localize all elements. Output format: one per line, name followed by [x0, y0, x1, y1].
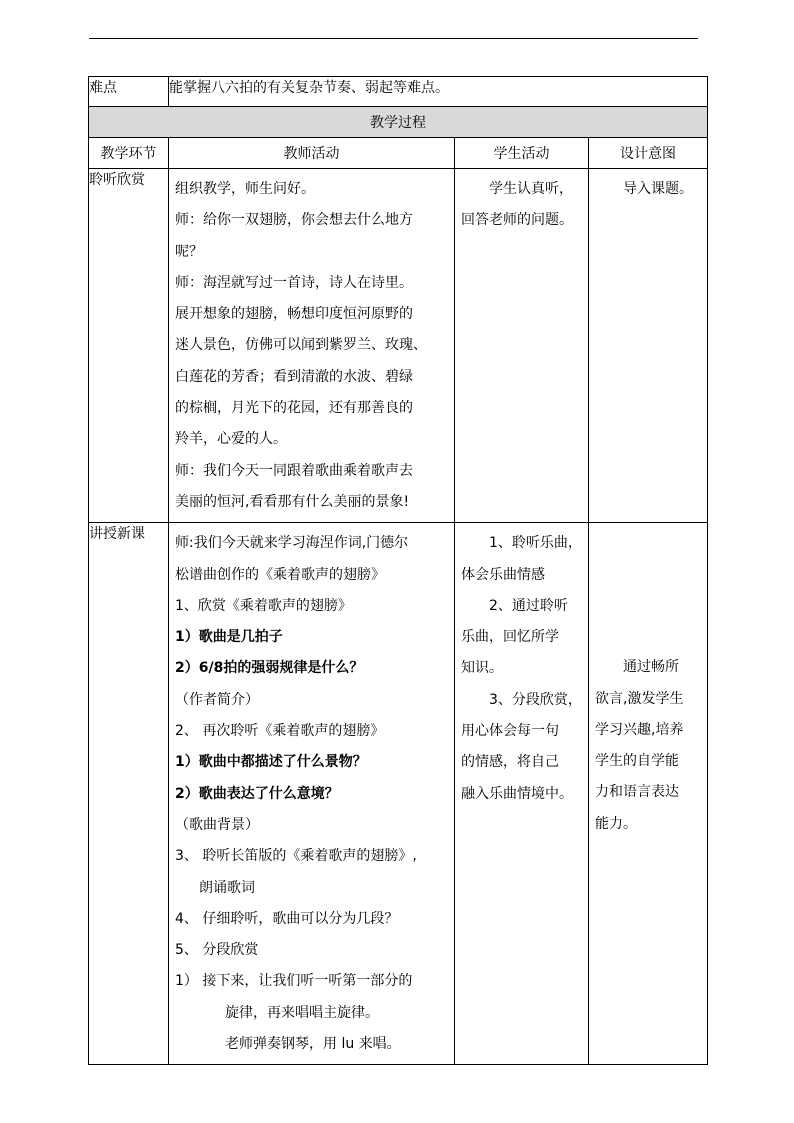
intent-line: 学习兴趣,培养 [595, 721, 684, 738]
teacher-line: 老师弹奏钢琴，用 lu 来唱。 [225, 1036, 401, 1053]
teacher-line: 组织教学，师生问好。 [175, 181, 315, 197]
intent-line: 导入课题。 [623, 181, 693, 197]
teacher-line: 松谱曲创作的《乘着歌声的翅膀》 [175, 566, 385, 583]
teacher-line: 2、 再次聆听《乘着歌声的翅膀》 [175, 723, 385, 740]
teacher-line: 美丽的恒河,看看那有什么美丽的景象! [175, 493, 410, 510]
student-line: 融入乐曲情境中。 [461, 785, 573, 802]
difficulty-text: 能掌握八六拍的有关复杂节奏、弱起等难点。 [169, 77, 708, 107]
teacher-line: （歌曲背景） [175, 816, 259, 833]
header-student: 学生活动 [455, 138, 589, 169]
student-line: 3、分段欣赏， [489, 691, 582, 708]
teacher-line: 的棕榈，月光下的花园，还有那善良的 [175, 400, 413, 417]
intent-line: 力和语言表达 [595, 784, 679, 801]
teacher-activity-cell [169, 523, 455, 1065]
teacher-line: 旋律，再来唱唱主旋律。 [225, 1004, 379, 1021]
teacher-line: 师：给你一双翅膀，你会想去什么地方 [175, 212, 413, 229]
teacher-activity-cell [169, 169, 455, 523]
intent-line: 通过畅所 [623, 659, 679, 676]
lesson-plan-table [88, 76, 708, 1065]
teacher-line: 展开想象的翅膀，畅想印度恒河原野的 [175, 306, 413, 323]
teacher-line: （作者简介） [175, 691, 259, 708]
teacher-line: 3、 聆听长笛版的《乘着歌声的翅膀》, [175, 848, 417, 865]
teacher-line: 4、 仔细聆听，歌曲可以分为几段？ [175, 910, 399, 927]
student-line: 用心体会每一句 [461, 723, 559, 740]
difficulty-row [89, 77, 708, 107]
teacher-question: 1）歌曲中都描述了什么景物？ [175, 754, 367, 771]
teacher-line: 1、欣赏《乘着歌声的翅膀》 [175, 597, 352, 614]
column-header-row [89, 138, 708, 169]
stage-cell [89, 523, 169, 1065]
difficulty-label: 难点 [89, 77, 169, 107]
intent-cell [589, 169, 708, 523]
teacher-line: 5、 分段欣赏 [175, 942, 259, 959]
student-activity-cell [455, 523, 589, 1065]
header-stage: 教学环节 [89, 138, 169, 169]
teacher-line: 师:我们今天就来学习海涅作词,门德尔 [175, 535, 409, 552]
teacher-line: 白莲花的芳香；看到清澈的水波、碧绿 [175, 368, 413, 385]
process-title: 教学过程 [89, 107, 708, 138]
intent-cell [589, 523, 708, 1065]
header-teacher: 教师活动 [169, 138, 455, 169]
student-line: 体会乐曲情感 [461, 566, 545, 583]
teacher-line: 呢？ [175, 243, 203, 260]
student-line: 学生认真听， [489, 181, 573, 197]
student-line: 1、聆听乐曲， [489, 535, 582, 552]
student-activity-cell [455, 169, 589, 523]
student-line: 2、通过聆听 [489, 597, 568, 614]
teacher-question: 2）6/8拍的强弱规律是什么？ [175, 660, 364, 677]
intent-line: 学生的自学能 [595, 753, 679, 770]
student-line: 回答老师的问题。 [461, 212, 573, 229]
intent-line: 能力。 [595, 815, 637, 832]
teacher-question: 2）歌曲表达了什么意境？ [175, 785, 339, 802]
table-row [89, 523, 708, 1065]
process-title-row [89, 107, 708, 138]
student-line: 知识。 [461, 660, 503, 677]
teacher-line: 师：海涅就写过一首诗，诗人在诗里。 [175, 274, 413, 291]
student-line: 乐曲，回忆所学 [461, 629, 559, 646]
teacher-line: 朗诵歌词 [199, 879, 255, 896]
header-intent: 设计意图 [589, 138, 708, 169]
teacher-line: 1） 接下来，让我们听一听第一部分的 [175, 973, 413, 990]
teacher-question: 1）歌曲是几拍子 [175, 629, 283, 646]
teacher-line: 迷人景色，仿佛可以闻到紫罗兰、玫瑰、 [175, 337, 427, 354]
table-row [89, 169, 708, 523]
stage-label: 聆听欣赏 [89, 172, 145, 188]
teacher-line: 羚羊，心爱的人。 [175, 431, 287, 448]
stage-cell [89, 169, 169, 523]
teacher-line: 师：我们今天一同跟着歌曲乘着歌声去 [175, 462, 413, 479]
header-rule [89, 38, 698, 39]
student-line: 的情感，将自己 [461, 754, 559, 771]
stage-label: 讲授新课 [89, 526, 145, 543]
intent-line: 欲言,激发学生 [595, 690, 684, 707]
